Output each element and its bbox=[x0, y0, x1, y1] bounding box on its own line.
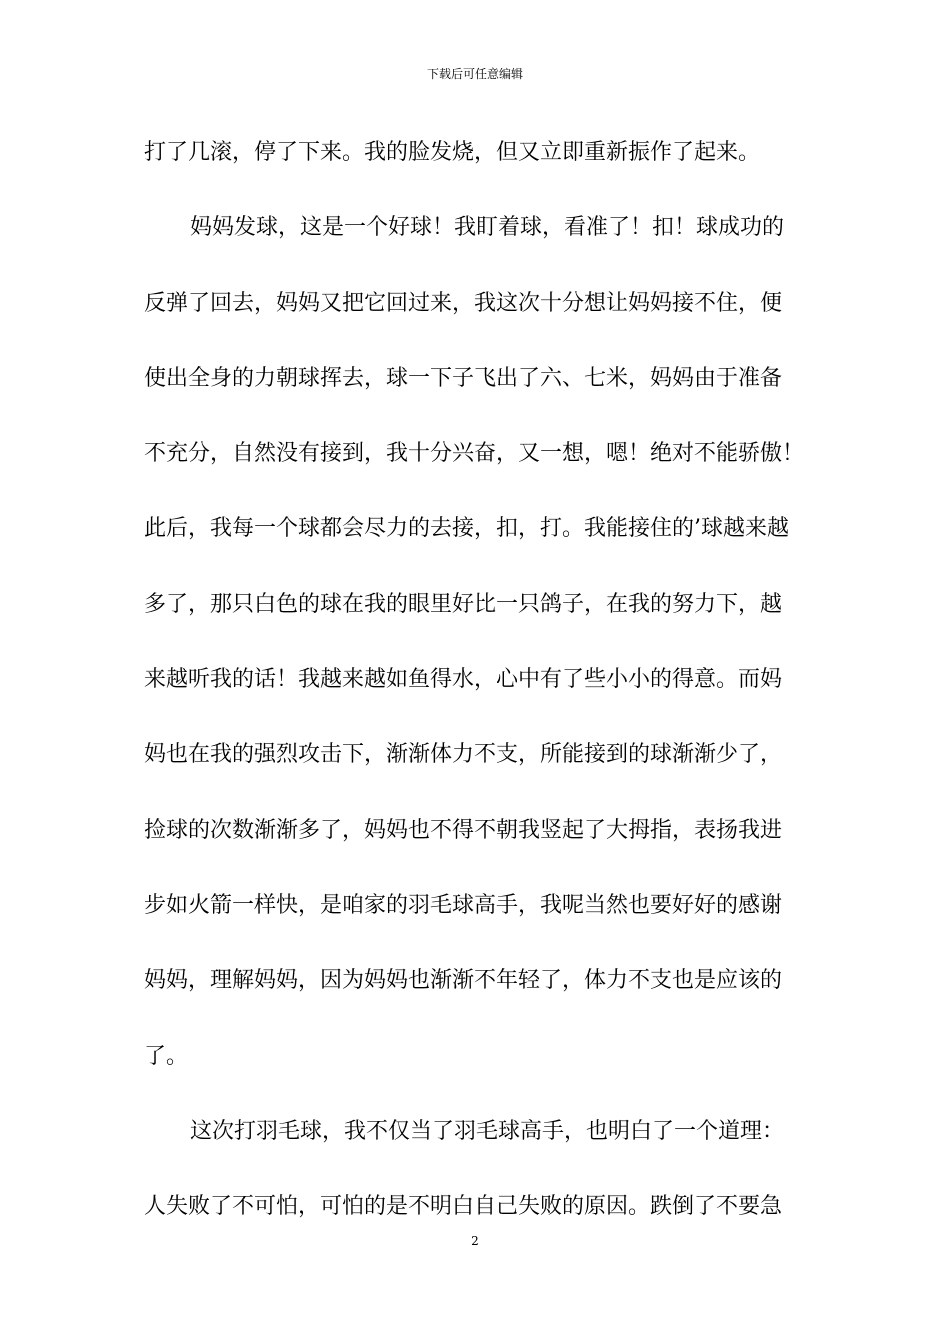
page-number: 2 bbox=[471, 1234, 479, 1248]
text-line: 打了几滚，停了下来。我的脸发烧，但又立即重新振作了起来。 bbox=[144, 140, 761, 165]
text-line: 多了，那只白色的球在我的眼里好比一只鸽子，在我的努力下，越 bbox=[144, 591, 783, 617]
text-line: 捡球的次数渐渐多了，妈妈也不得不朝我竖起了大拇指，表扬我进 bbox=[144, 817, 783, 843]
text-line: 人失败了不可怕，可怕的是不明白自己失败的原因。跌倒了不要急 bbox=[144, 1194, 783, 1220]
text-line: 使出全身的力朝球挥去，球一下子飞出了六、七米，妈妈由于准备 bbox=[144, 365, 783, 391]
page-header: 下载后可任意编辑 bbox=[426, 67, 523, 81]
text-line: 反弹了回去，妈妈又把它回过来，我这次十分想让妈妈接不住，便 bbox=[144, 290, 783, 316]
document-body bbox=[144, 128, 824, 1257]
text-line: 妈也在我的强烈攻击下，渐渐体力不支，所能接到的球渐渐少了， bbox=[144, 742, 783, 768]
text-line: 了。 bbox=[144, 1043, 189, 1069]
text-line-paragraph-start: 妈妈发球，这是一个好球！我盯着球，看准了！扣！球成功的 bbox=[190, 215, 785, 241]
text-line: 妈妈，理解妈妈，因为妈妈也渐渐不年轻了，体力不支也是应该的 bbox=[144, 968, 783, 994]
text-line: 此后，我每一个球都会尽力的去接，扣，打。我能接住的’球越来越 bbox=[144, 516, 789, 542]
text-line: 来越听我的话！我越来越如鱼得水，心中有了些小小的得意。而妈 bbox=[144, 667, 783, 693]
text-line: 步如火箭一样快，是咱家的羽毛球高手，我呢当然也要好好的感谢 bbox=[144, 892, 783, 918]
text-line: 不充分，自然没有接到，我十分兴奋，又一想，嗯！绝对不能骄傲！ bbox=[144, 441, 805, 467]
text-line-paragraph-start: 这次打羽毛球，我不仅当了羽毛球高手，也明白了一个道理： bbox=[190, 1118, 785, 1144]
